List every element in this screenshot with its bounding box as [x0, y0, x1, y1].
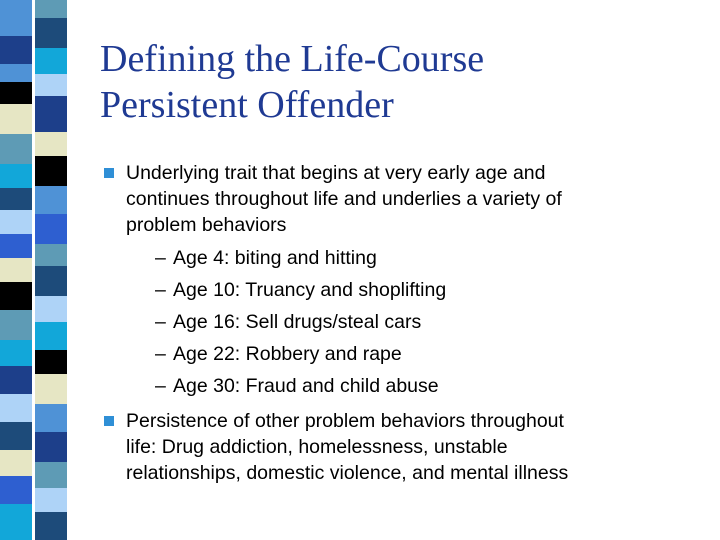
stripe-block	[0, 134, 32, 164]
stripe-block	[0, 476, 32, 504]
bullet-text	[126, 160, 704, 238]
stripe-block	[35, 374, 67, 404]
square-bullet-icon	[104, 168, 114, 178]
sub-list	[126, 242, 704, 402]
stripe-block	[0, 422, 32, 450]
stripe-block	[35, 214, 67, 244]
bullet-line: problem behaviors	[126, 214, 287, 236]
stripe-block	[0, 104, 32, 134]
stripe-block	[0, 310, 32, 340]
stripe-block	[0, 504, 32, 540]
stripe-block	[35, 462, 67, 488]
decorative-stripe	[0, 0, 70, 540]
dash-marker: –	[155, 247, 166, 269]
bullet-line: relationships, domestic violence, and mental illness	[126, 462, 569, 484]
bullet-text	[126, 408, 704, 486]
stripe-block	[35, 432, 67, 462]
stripe-block	[0, 340, 32, 366]
stripe-block	[0, 450, 32, 476]
stripe-block	[35, 132, 67, 156]
stripe-block	[0, 394, 32, 422]
stripe-block	[35, 96, 67, 132]
title-line: Persistent Offender	[100, 84, 394, 126]
title-line: Defining the Life-Course	[100, 38, 485, 80]
stripe-block	[0, 164, 32, 188]
stripe-block	[35, 244, 67, 266]
sub-item	[126, 306, 704, 338]
bullet-line: continues throughout life and underlies a variety of	[126, 188, 562, 210]
sub-item	[126, 274, 704, 306]
bullet-line: Underlying trait that begins at very early age and	[126, 162, 546, 184]
stripe-block	[0, 282, 32, 310]
sub-item-text: Age 4: biting and hitting	[173, 247, 377, 269]
stripe-block	[35, 48, 67, 74]
stripe-block	[35, 512, 67, 540]
bullet-line: Persistence of other problem behaviors throughout	[126, 410, 564, 432]
stripe-block	[0, 258, 32, 282]
stripe-block	[0, 82, 32, 104]
stripe-block	[0, 234, 32, 258]
stripe-block	[35, 18, 67, 48]
stripe-block	[0, 0, 32, 36]
stripe-block	[35, 0, 67, 18]
slide-body	[104, 160, 704, 492]
stripe-block	[0, 210, 32, 234]
stripe-column-left	[0, 0, 32, 540]
stripe-block	[35, 404, 67, 432]
slide-title	[100, 36, 700, 128]
dash-marker: –	[155, 375, 166, 397]
dash-marker: –	[155, 279, 166, 301]
sub-item	[126, 370, 704, 402]
stripe-block	[0, 188, 32, 210]
bullet-item	[104, 160, 704, 402]
sub-item-text: Age 22: Robbery and rape	[173, 343, 402, 365]
sub-item-text: Age 30: Fraud and child abuse	[173, 375, 439, 397]
stripe-column-right	[35, 0, 67, 540]
stripe-block	[35, 74, 67, 96]
stripe-block	[35, 488, 67, 512]
sub-item	[126, 338, 704, 370]
dash-marker: –	[155, 311, 166, 333]
stripe-block	[35, 186, 67, 214]
stripe-block	[35, 156, 67, 186]
stripe-block	[35, 266, 67, 296]
dash-marker: –	[155, 343, 166, 365]
stripe-block	[35, 350, 67, 374]
square-bullet-icon	[104, 416, 114, 426]
sub-item-text: Age 10: Truancy and shoplifting	[173, 279, 447, 301]
stripe-block	[0, 36, 32, 64]
stripe-block	[35, 322, 67, 350]
sub-item	[126, 242, 704, 274]
sub-item-text: Age 16: Sell drugs/steal cars	[173, 311, 422, 333]
bullet-item	[104, 408, 704, 486]
stripe-block	[35, 296, 67, 322]
stripe-block	[0, 366, 32, 394]
stripe-block	[0, 64, 32, 82]
bullet-line: life: Drug addiction, homelessness, unstable	[126, 436, 508, 458]
